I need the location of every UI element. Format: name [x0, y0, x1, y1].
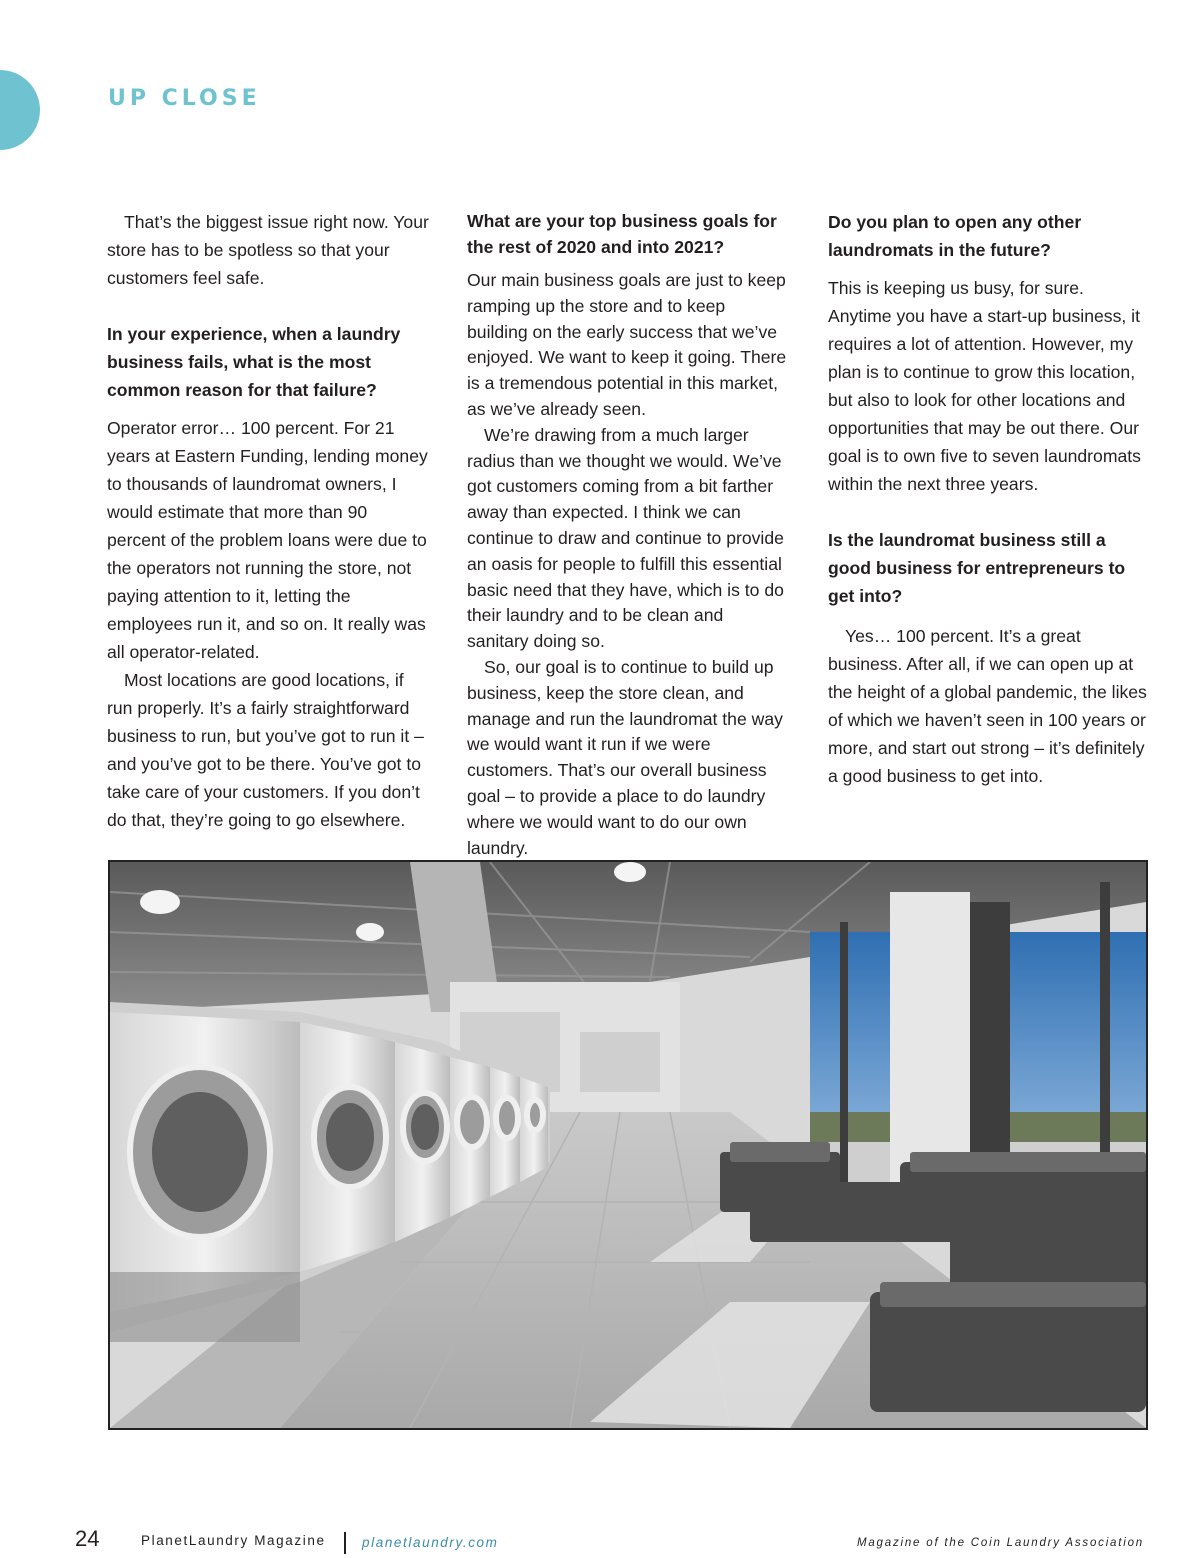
- interview-question: Do you plan to open any other laundromats in the future?: [828, 212, 1082, 260]
- paragraph: So, our goal is to continue to build up business, keep the store clean, and manage and run the laundromat the way we would want it run if we were customers. That’s our overall business goal – to provide a place to do laundry where we would want to do our own laundry.: [467, 656, 783, 858]
- section-label: UP CLOSE: [108, 86, 261, 111]
- interview-question: What are your top business goals for the rest of 2020 and into 2021?: [467, 211, 777, 257]
- article-column-1: [107, 208, 429, 834]
- paragraph: This is keeping us busy, for sure. Anytime you have a start-up business, it requires a lot of attention. However, my plan is to continue to grow this location, but also to look for other locations and opportunities that may be out there. Our goal is to own five to seven laundromats within the next three years.: [828, 278, 1141, 494]
- magazine-tagline: Magazine of the Coin Laundry Association: [856, 1537, 1144, 1549]
- paragraph: Operator error… 100 percent. For 21 years at Eastern Funding, lending money to thousands of laundromat owners, I would estimate that more than 90 percent of the problem loans were due to the operators not running the store, not paying attention to it, letting the employees run it, and so on. It really was all operator-related.: [107, 418, 428, 662]
- paragraph: That’s the biggest issue right now. Your store has to be spotless so that your customers feel safe.: [107, 212, 429, 288]
- paragraph: We’re drawing from a much larger radius than we thought we would. We’ve got customers coming from a bit farther away than expected. I think we can continue to draw and continue to provide an oasis for people to fulfill this essential basic need that they have, which is to do their laundry and to be clean and sanitary doing so.: [467, 424, 784, 652]
- website-link[interactable]: planetlaundry.com: [362, 1535, 499, 1550]
- paragraph: Most locations are good locations, if run properly. It’s a fairly straightforward business to run, but you’ve got to run it – and you’ve got to be there. You’ve got to take care of your customers. If you don’t do that, they’re going to go elsewhere.: [107, 670, 424, 830]
- footer-divider: [344, 1532, 346, 1554]
- magazine-name: PlanetLaundry Magazine: [141, 1533, 326, 1548]
- section-tab-marker: [0, 70, 40, 150]
- paragraph: Our main business goals are just to keep ramping up the store and to keep building on the early success that we’ve enjoyed. We want to keep it going. There is a tremendous potential in this market, as we’ve already seen.: [467, 270, 787, 419]
- laundromat-interior-photo: [108, 860, 1148, 1430]
- page-number: 24: [75, 1526, 100, 1551]
- article-column-3: [828, 208, 1150, 790]
- article-column-2: [467, 208, 789, 861]
- interview-question: In your experience, when a laundry business fails, what is the most common reason for that failure?: [107, 324, 401, 400]
- page-footer: [0, 1528, 1200, 1558]
- interview-question: Is the laundromat business still a good business for entrepreneurs to get into?: [828, 530, 1126, 606]
- paragraph: Yes… 100 percent. It’s a great business. After all, if we can open up at the height of a global pandemic, the likes of which we haven’t seen in 100 years or more, and start out strong – it’s definitely a good business to get into.: [828, 626, 1147, 786]
